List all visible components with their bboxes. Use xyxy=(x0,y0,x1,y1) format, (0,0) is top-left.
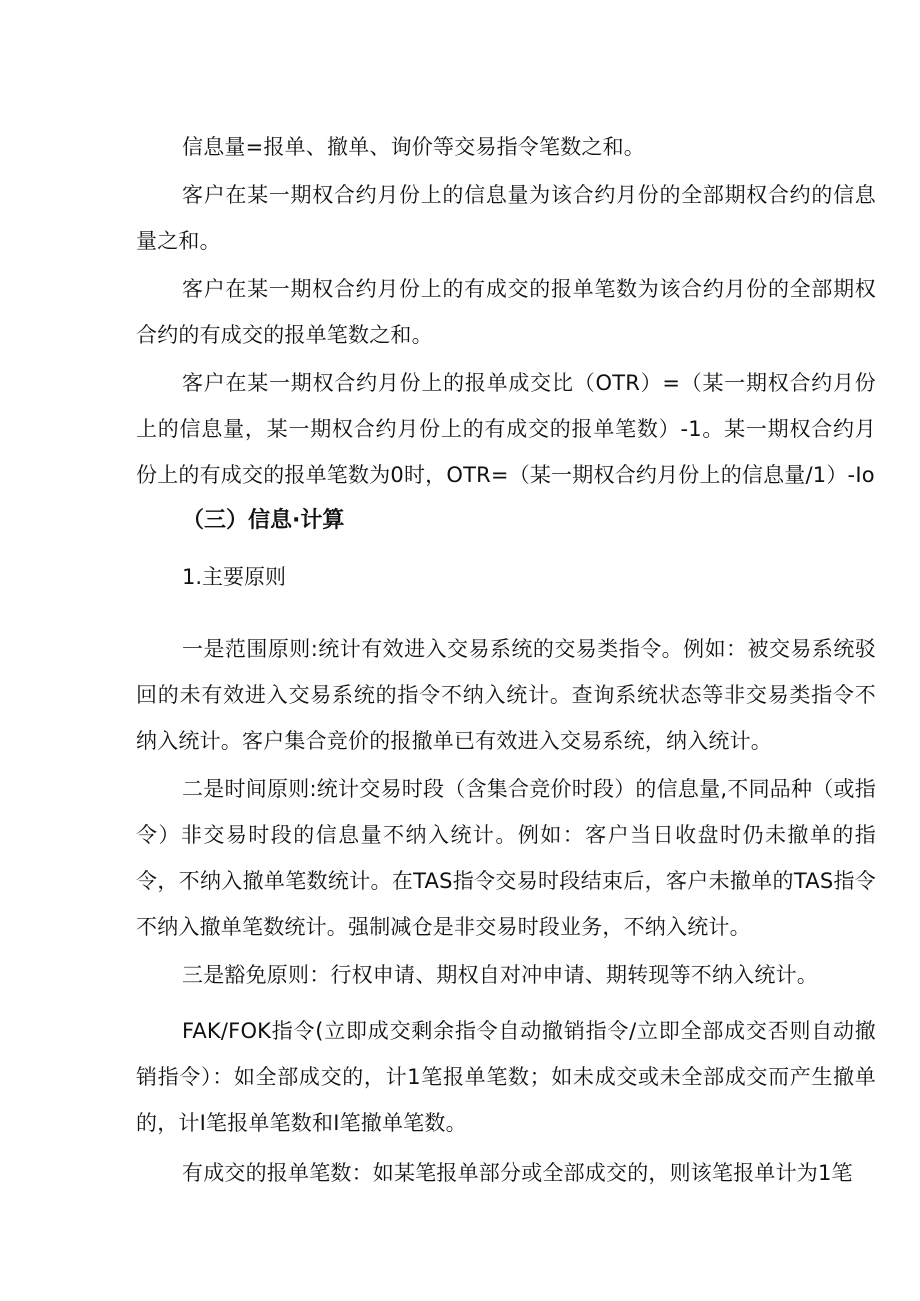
paragraph-info-sum: 客户在某一期权合约月份上的信息量为该合约月份的全部期权合约的信息量之和。 xyxy=(136,183,876,253)
paragraph-fak-fok: FAK/FOK指令(立即成交剩余指令自动撤销指令/立即全部成交否则自动撤销指令）：如全部成交的，计1笔报单笔数；如未成交或未全部成交而产生撤单的，计I笔报单笔数和I笔撤单笔数。 xyxy=(136,1019,876,1135)
section-heading: （三）信息·计算 xyxy=(182,508,345,533)
paragraph-time-principle: 二是时间原则:统计交易时段（含集合竞价时段）的信息量,不同品种（或指令）非交易时段的信息量不纳入统计。例如：客户当日收盘时仍未撤单的指令，不纳入撤单笔数统计。在TAS指令交易时段结束后，客户未撤单的TAS指令不纳入撤单笔数统计。强制减仓是非交易时段业务，不纳入统计。 xyxy=(136,777,876,939)
subsection-title: 1.主要原则 xyxy=(182,565,287,589)
paragraph-trade-orders-sum: 客户在某一期权合约月份上的有成交的报单笔数为该合约月份的全部期权合约的有成交的报单笔数之和。 xyxy=(136,277,876,347)
paragraph-info-definition: 信息量=报单、撤单、询价等交易指令笔数之和。 xyxy=(182,135,645,159)
paragraph-exemption-principle: 三是豁免原则：行权申请、期权自对冲申请、期转现等不纳入统计。 xyxy=(182,963,818,987)
paragraph-scope-principle: 一是范围原则:统计有效进入交易系统的交易类指令。例如：被交易系统驳回的未有效进入交易系统的指令不纳入统计。查询系统状态等非交易类指令不纳入统计。客户集合竞价的报撤单已有效进入交易系统，纳入统计。 xyxy=(136,637,876,753)
paragraph-otr-definition: 客户在某一期权合约月份上的报单成交比（OTR）=（某一期权合约月份上的信息量，某一期权合约月份上的有成交的报单笔数）-1。某一期权合约月份上的有成交的报单笔数为0时，OTR=（某一期权合约月份上的信息量/1）-Io xyxy=(136,371,876,487)
paragraph-traded-orders: 有成交的报单笔数：如某笔报单部分或全部成交的，则该笔报单计为1笔 xyxy=(182,1161,853,1185)
